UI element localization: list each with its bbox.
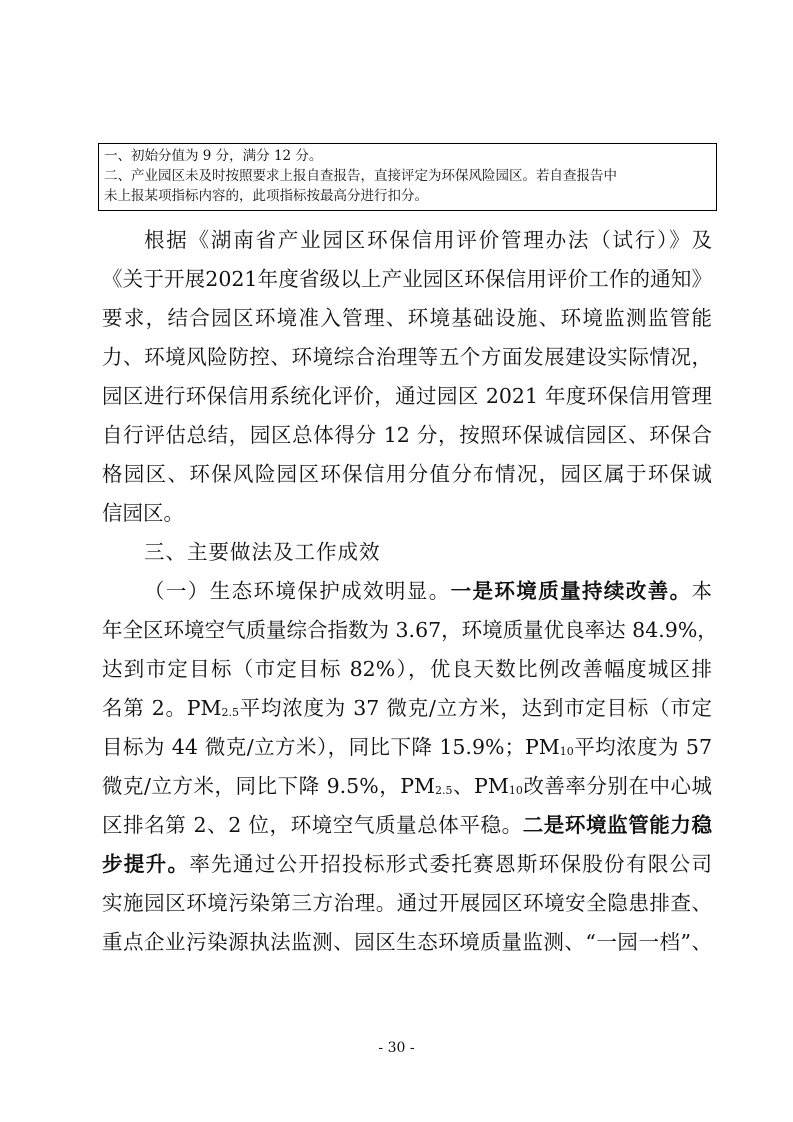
paragraph2-line-10: 重点企业污染源执法监测、园区生态环境质量监测、“一园一档”、: [102, 930, 712, 954]
paragraph2-line-1: [144, 575, 712, 607]
section-heading: 三、主要做法及工作成效: [144, 540, 381, 564]
paragraph1-line-6: 自行评估总结，园区总体得分 12 分，按照环保诚信园区、环保合: [102, 423, 712, 447]
note-line-2: 二、产业园区未及时按照要求上报自查报告，直接评定为环保风险园区。若自查报告中: [104, 168, 617, 184]
paragraph1-line-7: 格园区、环保风险园区环保信用分值分布情况，园区属于环保诚: [102, 462, 712, 486]
highlight-env-quality: 一是环境质量持续改善。: [450, 579, 692, 603]
note-box: [98, 143, 717, 211]
paragraph1-line-4: 力、环境风险防控、环境综合治理等五个方面发展建设实际情况，: [102, 345, 712, 369]
text-segment: 改善率分别在中心城: [522, 774, 712, 798]
text-segment: 名第 2。PM: [102, 696, 222, 720]
page-number: - 30 -: [378, 1040, 415, 1056]
paragraph2-line-4: [102, 692, 712, 724]
text-segment: 平均浓度为 37 微克/立方米，达到市定目标（市定: [239, 696, 712, 720]
highlight-supervision: 二是环境监管能力稳: [522, 813, 712, 837]
highlight-supervision-cont: 步提升。: [102, 852, 190, 876]
paragraph2-line-7: [102, 809, 712, 841]
subsection-title: （一）生态环境保护成效明显。: [144, 579, 451, 603]
paragraph1-line-3: 要求，结合园区环境准入管理、环境基础设施、环境监测监管能: [102, 306, 712, 330]
text-segment: 本: [691, 579, 713, 603]
subscript: 2.5: [435, 784, 453, 797]
text-segment: 、PM: [452, 774, 509, 798]
subscript: 10: [559, 745, 574, 758]
paragraph2-line-6: [102, 770, 712, 802]
paragraph2-line-9: 实施园区环境污染第三方治理。通过开展园区环境安全隐患排查、: [102, 891, 712, 915]
text-segment: 率先通过公开招投标形式委托赛恩斯环保股份有限公司: [189, 852, 713, 876]
note-line-1: 一、初始分值为 9 分，满分 12 分。: [104, 148, 323, 164]
paragraph1-line-1: 根据《湖南省产业园区环保信用评价管理办法（试行）》及: [144, 228, 712, 252]
paragraph2-line-2: 年全区环境空气质量综合指数为 3.67，环境质量优良率达 84.9%，: [102, 618, 718, 642]
text-segment: 区排名第 2、2 位，环境空气质量总体平稳。: [102, 813, 523, 837]
text-segment: 微克/立方米，同比下降 9.5%，PM: [102, 774, 436, 798]
paragraph2-line-3: 达到市定目标（市定目标 82%），优良天数比例改善幅度城区排: [102, 657, 712, 681]
text-segment: 目标为 44 微克/立方米），同比下降 15.9%；PM: [102, 735, 560, 759]
text-segment: 平均浓度为 57: [573, 735, 712, 759]
paragraph2-line-5: [102, 731, 712, 763]
paragraph1-line-2: 《关于开展2021年度省级以上产业园区环保信用评价工作的通知》: [102, 267, 712, 291]
subscript: 2.5: [221, 706, 240, 719]
paragraph1-line-5: 园区进行环保信用系统化评价，通过园区 2021 年度环保信用管理: [102, 384, 712, 408]
subscript: 10: [508, 784, 523, 797]
paragraph2-line-8: [102, 848, 712, 880]
note-line-3: 未上报某项指标内容的，此项指标按最高分进行扣分。: [104, 188, 428, 204]
paragraph1-line-8: 信园区。: [102, 501, 184, 525]
